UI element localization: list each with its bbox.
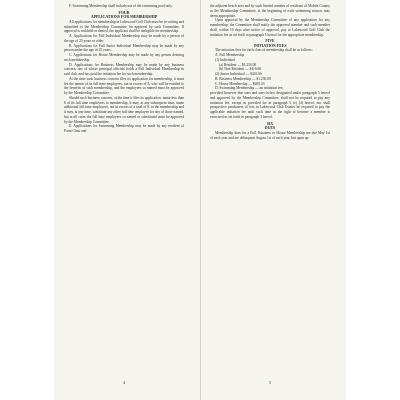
section-heading: SIX <box>266 121 274 126</box>
paragraph: the adjacent beach area and by such limited number of residents of Mobile County as the Membership Committee, at the beginning of each swimming season, may deem appropriate. <box>210 4 330 18</box>
section-heading: FIVE <box>265 39 275 44</box>
paragraph: Upon approval by the Membership Committee of any application for any membership, the Committee shall notify the approved member and such member shall, within 10 days after notice of approval, pay to Lakewood Golf Club the initiation fee as set forth in paragraph 5 hereof for the appropriate membership. <box>210 18 330 37</box>
paragraph: C. House Membership — $208.33 <box>215 81 265 86</box>
paragraph: Should such business concern, at the time it files its application, name less than 8 of its full time employees to membership, it may, at any subsequent time, name additional full time employees, not in excess of a total of 8, to the membership and it may, at any time, substitute any other full time employee for any of those named, but in all cases the full time employees so named or substituted must be approved by the Membership Committee. <box>64 95 184 124</box>
paragraph: F. Swimming Membership shall include use of the swimming pool only. <box>69 4 173 8</box>
paragraph: (1) Individual <box>215 57 235 62</box>
section-heading: INITIATION FEES <box>253 43 287 48</box>
right-page-number: 5 <box>268 380 272 385</box>
paragraph: A. Applications for Full Individual Membership may be made by a person of the age of 25 years or older. <box>64 34 184 43</box>
paragraph: D. Swimming Membership — no initiation fee, <box>215 86 284 91</box>
paragraph: Membership dues for a Full, Business or House Membership are due May 1st of each year and are delinquent August 1st of each year, but upon ap- <box>210 130 330 140</box>
paragraph: D. Applications for Business Membership may be made by any business concern, one of whose principal officials holds a Full Individual Membership in said club, and has paid the initiation fee for such membership. <box>64 62 184 77</box>
paragraph: All applications for membership in Lakewood Golf Club must be in writing and submitted to the Membership Committee for approval by such Committee. If approval is withheld or denied, the applicant shall be ineligible for membership. <box>64 19 184 34</box>
page-gutter <box>200 0 201 400</box>
paragraph: At the time such business concern files its application for membership, it must list the names of its full time employees, not in excess of 8, who will be entitled to the benefits of such membership, and the employees so named must be approved by the Membership Committee. <box>64 76 184 96</box>
paragraph: (2) Junior Individual — $416.66 <box>215 72 262 77</box>
paragraph: The initiation fees for each class of membership shall be as follows: <box>215 48 313 53</box>
paragraph: provided however that sons and sons-in-law designated under paragraph 3 hereof and approved by the Membership Committee, shall not be required to pay any initiation fee, except as provided for in paragraph 3 (e) (4) hereof, nor shall prospective purchasers of lots in Lakewood Club Estates be required to pay the applicable initiation fee until such time as the right to become a member is exercised as set forth in paragraph 3 hereof. <box>210 91 330 119</box>
section-heading: FOUR <box>118 10 130 15</box>
paragraph: A. Full Membership <box>215 53 245 58</box>
left-page-number: 4 <box>122 380 126 385</box>
paragraph: E. Applications for Swimming Membership may be made by any resident of Point Clear and <box>64 124 184 134</box>
booklet-spread <box>54 0 346 400</box>
paragraph: B. Business Membership — $1,250.00 <box>215 76 271 81</box>
section-heading: DUES <box>264 126 276 131</box>
paragraph: (a) Resident — $1,250.00 <box>219 62 257 67</box>
left-page-text <box>64 4 184 134</box>
right-page-text <box>210 4 330 140</box>
paragraph: B. Applications for Full Junior Individual Membership may be made by any person under the age of 25 years. <box>64 43 184 53</box>
paragraph: C. Applications for House Membership may be made by any person desiring such membership. <box>64 53 184 62</box>
paragraph: (b) Non-Resident — $416.66 <box>219 67 262 72</box>
section-heading: APPLICATIONS FOR MEMBERSHIP <box>90 15 158 20</box>
